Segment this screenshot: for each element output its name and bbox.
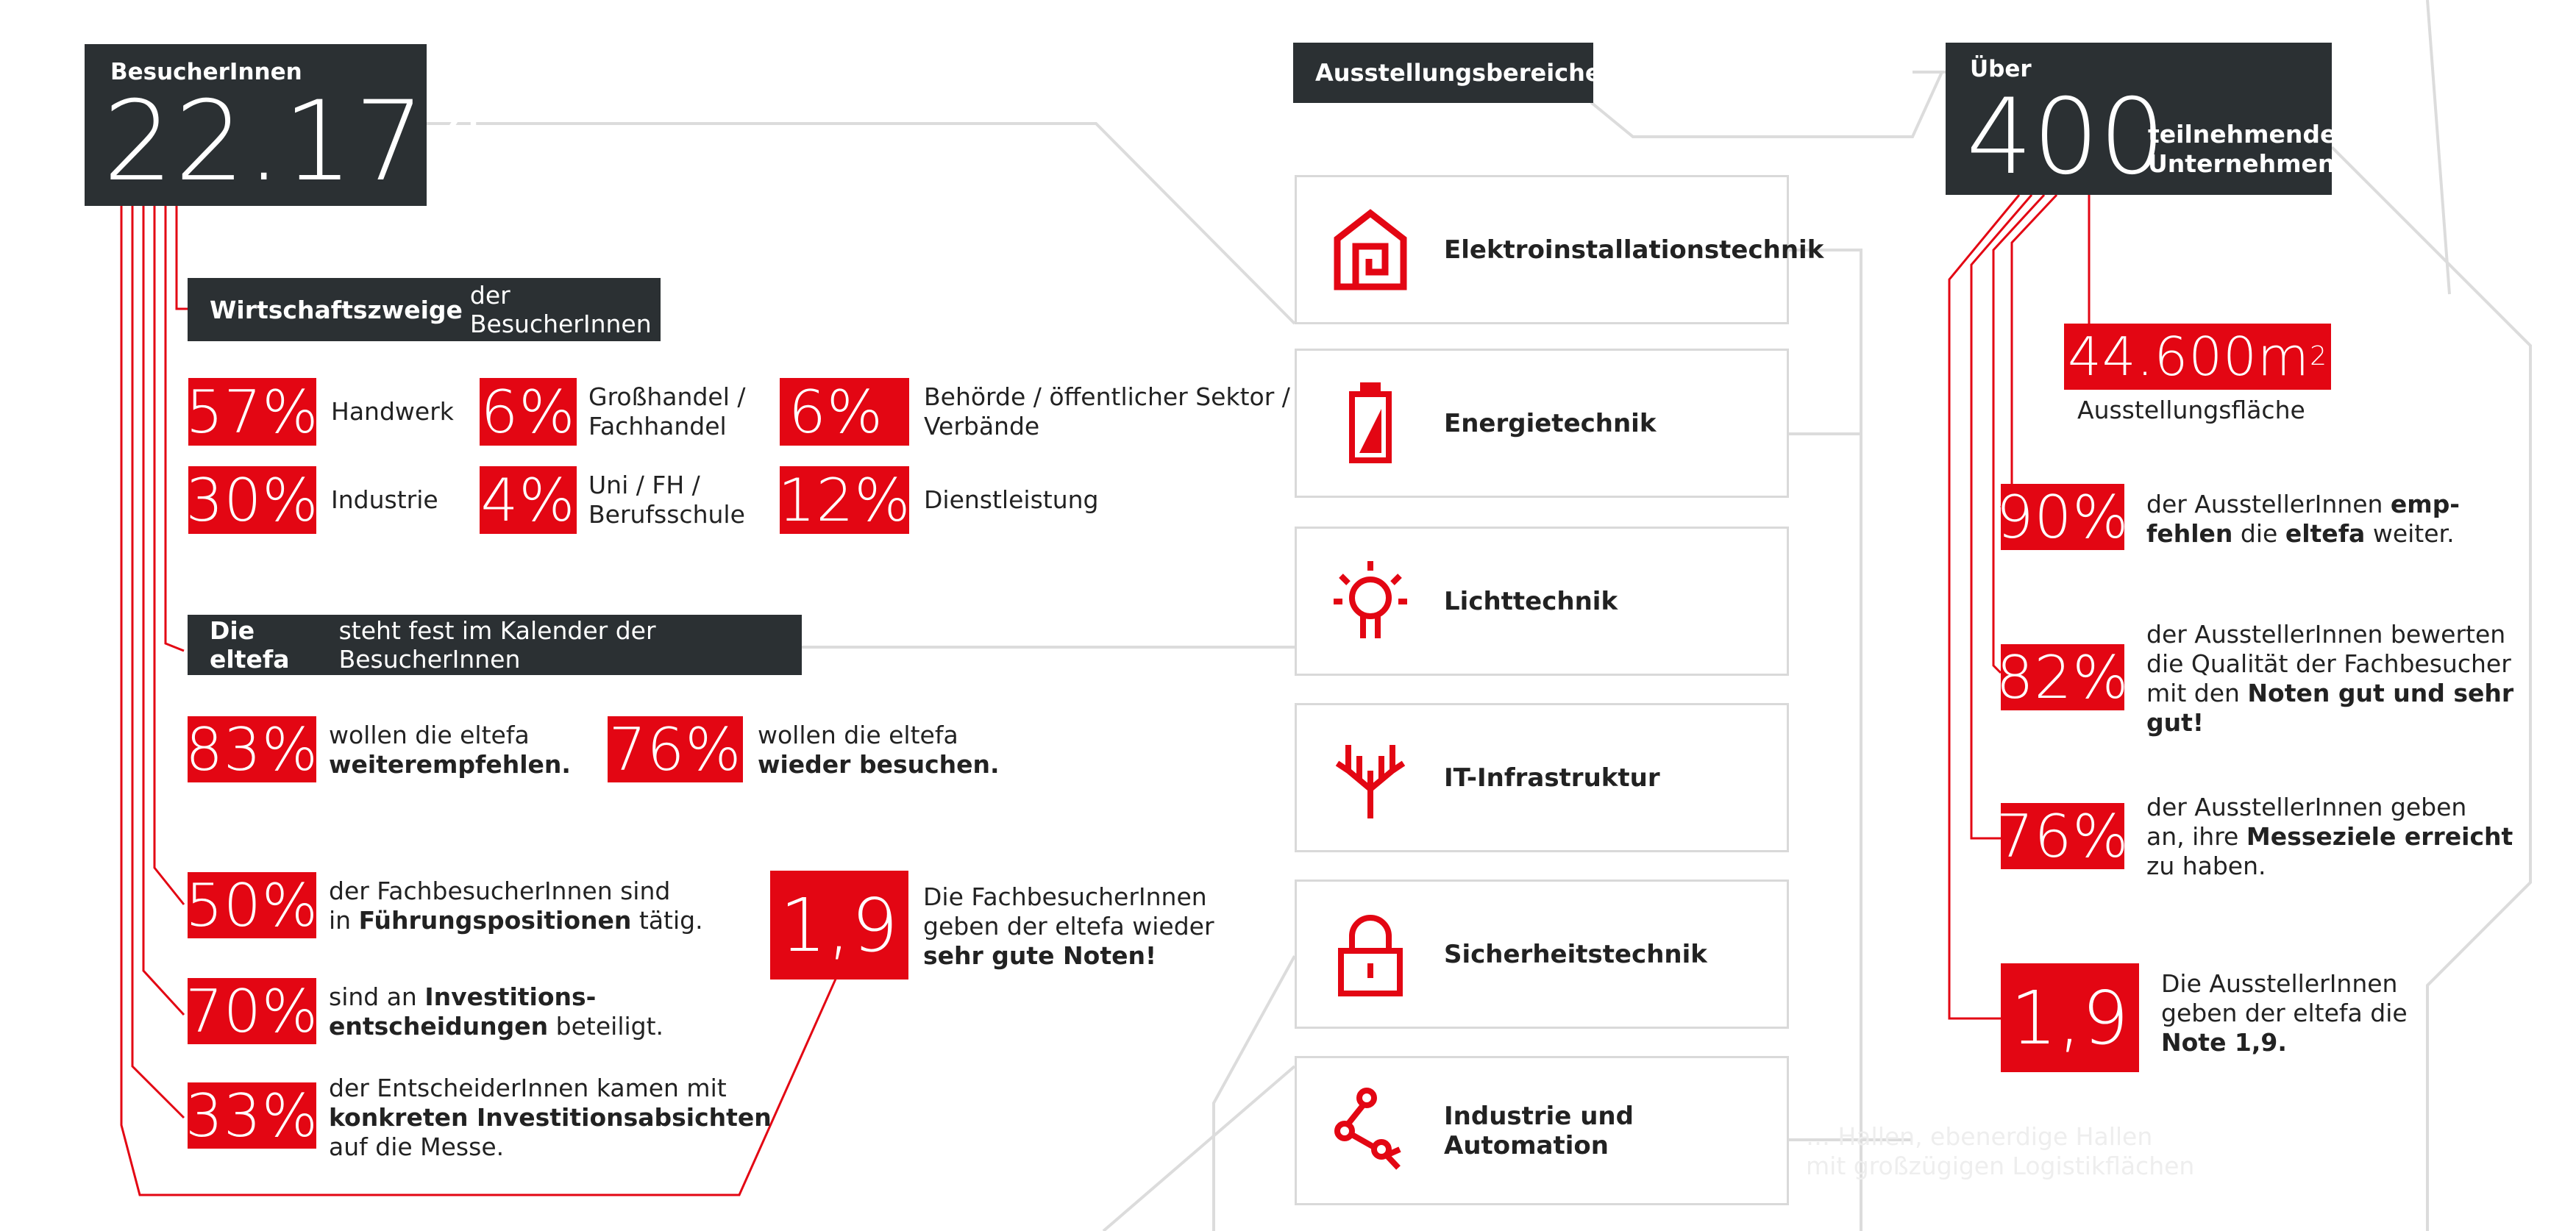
area-card (1295, 349, 1789, 498)
visitor-fact-text: der EntscheiderInnen kamen mit konkreten Investitionsabsichten auf die Messe. (329, 1074, 772, 1161)
sector-label: Behörde / öffentlicher Sektor / Verbände (924, 382, 1290, 440)
area-label: Industrie und Automation (1444, 1101, 1634, 1160)
visitors-value: 22.174 (103, 78, 498, 206)
sector-label: Handwerk (331, 397, 454, 426)
calendar-text: wollen die eltefa weiterempfehlen. (329, 721, 571, 779)
sector-label: Industrie (331, 485, 438, 514)
area-card (1295, 175, 1824, 324)
sector-value: 4% (480, 465, 576, 535)
sector-value: 12% (778, 465, 911, 535)
calendar-value: 83% (185, 715, 319, 784)
visitors-box (85, 44, 498, 206)
areas-title (1293, 43, 1601, 103)
exhibitor-fact-text: der AusstellerInnen bewerten die Qualität der Fachbesucher mit den Noten gut und sehr gut! (2146, 620, 2514, 737)
exhibitor-fact-value: 82% (1996, 643, 2130, 712)
exhibitor-grade-text: Die AusstellerInnen geben der eltefa die Note 1,9. (2161, 969, 2408, 1057)
space-label: Ausstellungsfläche (2077, 396, 2305, 424)
exhibitors-value: 400 (1966, 76, 2166, 198)
sectors-title-bold: Wirtschaftszweige (210, 295, 463, 324)
calendar-title-bar (188, 615, 802, 675)
area-card (1295, 879, 1789, 1029)
area-card (1295, 527, 1789, 676)
area-card (1295, 703, 1789, 852)
visitor-fact-text: der FachbesucherInnen sind in Führungspositionen tätig. (329, 877, 703, 935)
sector-value: 30% (185, 465, 319, 535)
bulb-icon (1326, 557, 1415, 646)
area-label: Energietechnik (1444, 408, 1657, 438)
visitor-grade-value: 1,9 (770, 871, 908, 980)
faded-background-text: … Hallen, ebenerdige Hallen mit großzügigen Logistikflächen (1806, 1122, 2195, 1180)
area-label: Sicherheitstechnik (1444, 939, 1707, 969)
visitor-grade-text: Die FachbesucherInnen geben der eltefa wieder sehr gute Noten! (923, 882, 1214, 970)
calendar-title-rest: steht fest im Kalender der BesucherInnen (338, 616, 656, 674)
battery-icon (1326, 379, 1415, 468)
visitor-fact-value: 70% (185, 977, 319, 1046)
sectors-title-bar (188, 278, 661, 341)
space-value: 44.600m 2 (2064, 324, 2331, 390)
exhibitors-box (1946, 43, 2337, 198)
area-label: IT-Infrastruktur (1444, 763, 1660, 793)
sector-value: 57% (185, 377, 319, 446)
exhibitor-grade-value: 1,9 (2001, 963, 2139, 1072)
area-label: Elektroinstallationstechnik (1444, 235, 1824, 265)
visitor-fact-value: 33% (185, 1081, 319, 1150)
exhibitor-fact-value: 76% (1996, 802, 2130, 871)
visitor-fact-text: sind an Investitions- entscheidungen beteiligt. (329, 982, 664, 1041)
areas-title-text: Ausstellungsbereiche (1315, 59, 1601, 87)
lock-icon (1326, 910, 1415, 999)
sector-label: Großhandel / Fachhandel (588, 382, 746, 440)
sectors-title-rest: der BesucherInnen (469, 281, 652, 338)
visitor-fact-value: 50% (185, 871, 319, 940)
area-card (1295, 1056, 1789, 1205)
sector-label: Dienstleistung (924, 485, 1099, 514)
calendar-title-bold: Die eltefa (210, 616, 290, 674)
visitors-label: BesucherInnen (110, 59, 302, 85)
exhibitor-fact-text: der AusstellerInnen geben an, ihre Messeziele erreicht zu haben. (2146, 793, 2513, 880)
house-icon (1326, 206, 1415, 294)
exhibitor-fact-text: der AusstellerInnen emp- fehlen die eltefa weiter. (2146, 490, 2461, 548)
sector-label: Uni / FH / Berufsschule (588, 471, 745, 529)
network-icon (1326, 734, 1415, 822)
area-label: Lichttechnik (1444, 586, 1618, 616)
sector-value: 6% (780, 378, 909, 446)
exhibitor-fact-value: 90% (1996, 482, 2130, 552)
exhibitors-label: teilnehmende Unternehmen (2148, 120, 2337, 178)
calendar-text: wollen die eltefa wieder besuchen. (758, 721, 1000, 779)
sector-value: 6% (480, 377, 576, 446)
exhibitors-prefix: Über (1970, 56, 2032, 82)
robot-arm-icon (1326, 1087, 1415, 1175)
calendar-value: 76% (608, 715, 742, 784)
